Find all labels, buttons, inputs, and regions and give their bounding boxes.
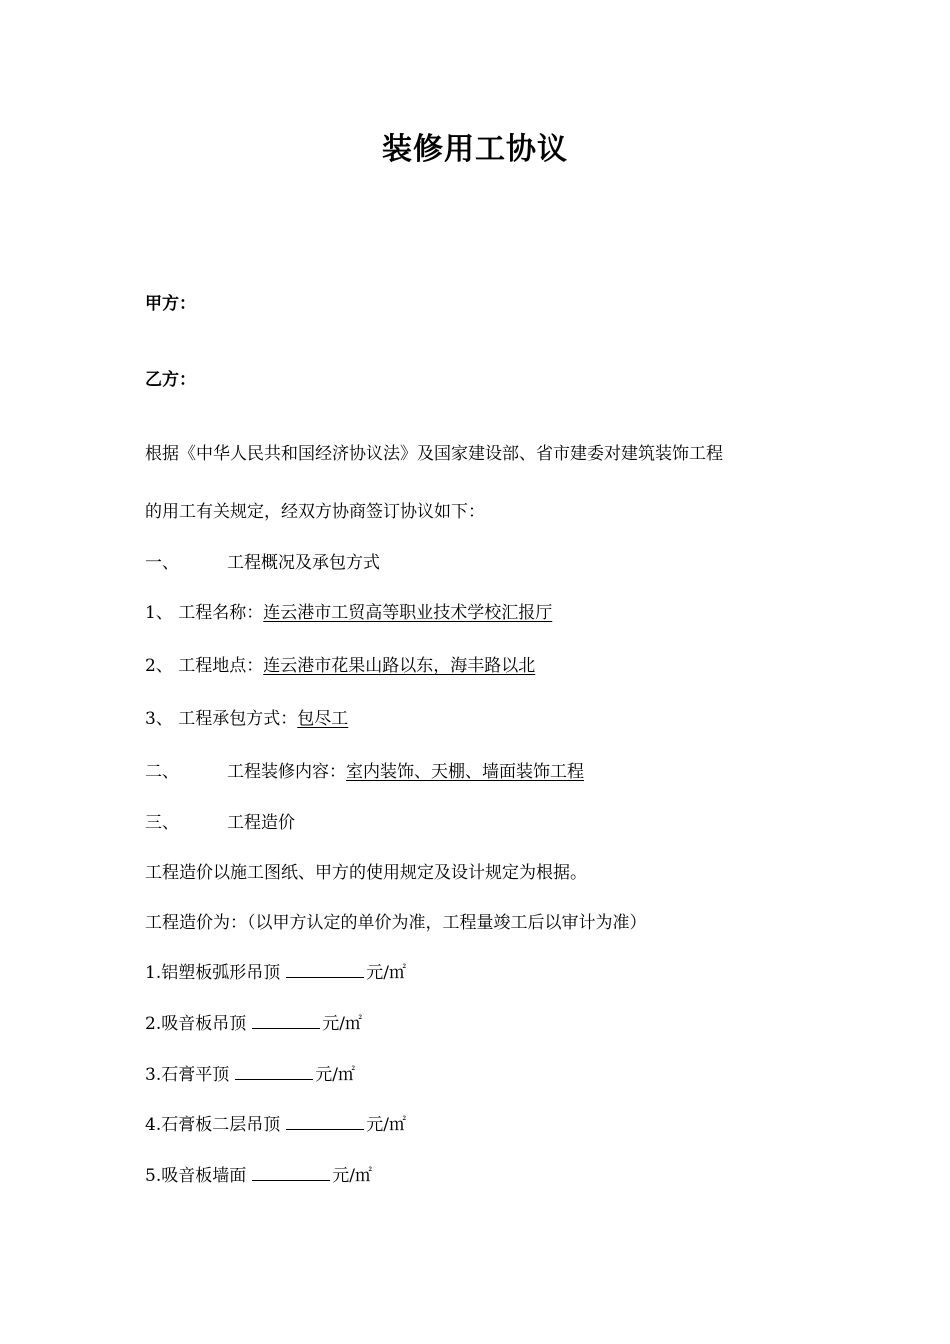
project-location-value: 连云港市花果山路以东，海丰路以北 — [263, 656, 536, 676]
contract-method-value: 包尽工 — [297, 709, 349, 729]
section-3-title: 工程造价 — [227, 813, 295, 833]
section-2-title: 工程装修内容： — [227, 762, 346, 782]
price-unit: 元/㎡ — [322, 1014, 362, 1034]
price-item-row — [145, 1163, 372, 1189]
intro-paragraph-line-1: 根据《中华人民共和国经济协议法》及国家建设部、省市建委对建筑装饰工程 — [145, 444, 723, 464]
cost-basis-text: 工程造价以施工图纸、甲方的使用规定及设计规定为根据。 — [145, 863, 587, 883]
price-unit: 元/㎡ — [366, 1115, 406, 1135]
section-2-value: 室内装饰、天棚、墙面装饰工程 — [346, 762, 584, 782]
party-b-label: 乙方： — [145, 370, 196, 390]
contract-method-label: 3、 工程承包方式： — [145, 709, 298, 729]
price-blank-field[interactable] — [286, 961, 364, 978]
section-2-number: 二、 — [145, 762, 179, 782]
project-location-label: 2、 工程地点： — [145, 656, 264, 676]
contract-method-row — [145, 706, 348, 732]
price-blank-field[interactable] — [286, 1113, 364, 1130]
project-name-label: 1、 工程名称： — [145, 603, 264, 623]
party-a-label: 甲方： — [145, 294, 196, 314]
price-blank-field[interactable] — [235, 1063, 313, 1080]
section-1-heading — [145, 550, 380, 576]
document-title: 装修用工协议 — [382, 132, 568, 167]
section-3-number: 三、 — [145, 813, 179, 833]
project-location-row — [145, 653, 535, 679]
price-unit: 元/㎡ — [366, 963, 406, 983]
price-blank-field[interactable] — [252, 1164, 330, 1181]
price-item-label: 3.石膏平顶 — [145, 1065, 230, 1085]
price-unit: 元/㎡ — [332, 1166, 372, 1186]
price-item-row — [145, 1011, 362, 1037]
section-2-heading — [145, 759, 584, 785]
section-1-title: 工程概况及承包方式 — [227, 553, 380, 573]
price-item-label: 4.石膏板二层吊顶 — [145, 1115, 281, 1135]
section-1-number: 一、 — [145, 553, 179, 573]
section-3-heading — [145, 810, 295, 836]
price-item-row — [145, 1112, 406, 1138]
price-item-label: 2.吸音板吊顶 — [145, 1014, 247, 1034]
price-item-row — [145, 1062, 355, 1088]
price-item-label: 1.铝塑板弧形吊顶 — [145, 963, 281, 983]
price-blank-field[interactable] — [252, 1012, 320, 1029]
price-item-row — [145, 960, 406, 986]
price-item-label: 5.吸音板墙面 — [145, 1166, 247, 1186]
project-name-row — [145, 600, 552, 626]
price-unit: 元/㎡ — [315, 1065, 355, 1085]
project-name-value: 连云港市工贸高等职业技术学校汇报厅 — [263, 603, 553, 623]
cost-statement-text: 工程造价为：（以甲方认定的单价为准，工程量竣工后以审计为准） — [145, 913, 647, 933]
intro-paragraph-line-2: 的用工有关规定，经双方协商签订协议如下： — [145, 502, 485, 522]
